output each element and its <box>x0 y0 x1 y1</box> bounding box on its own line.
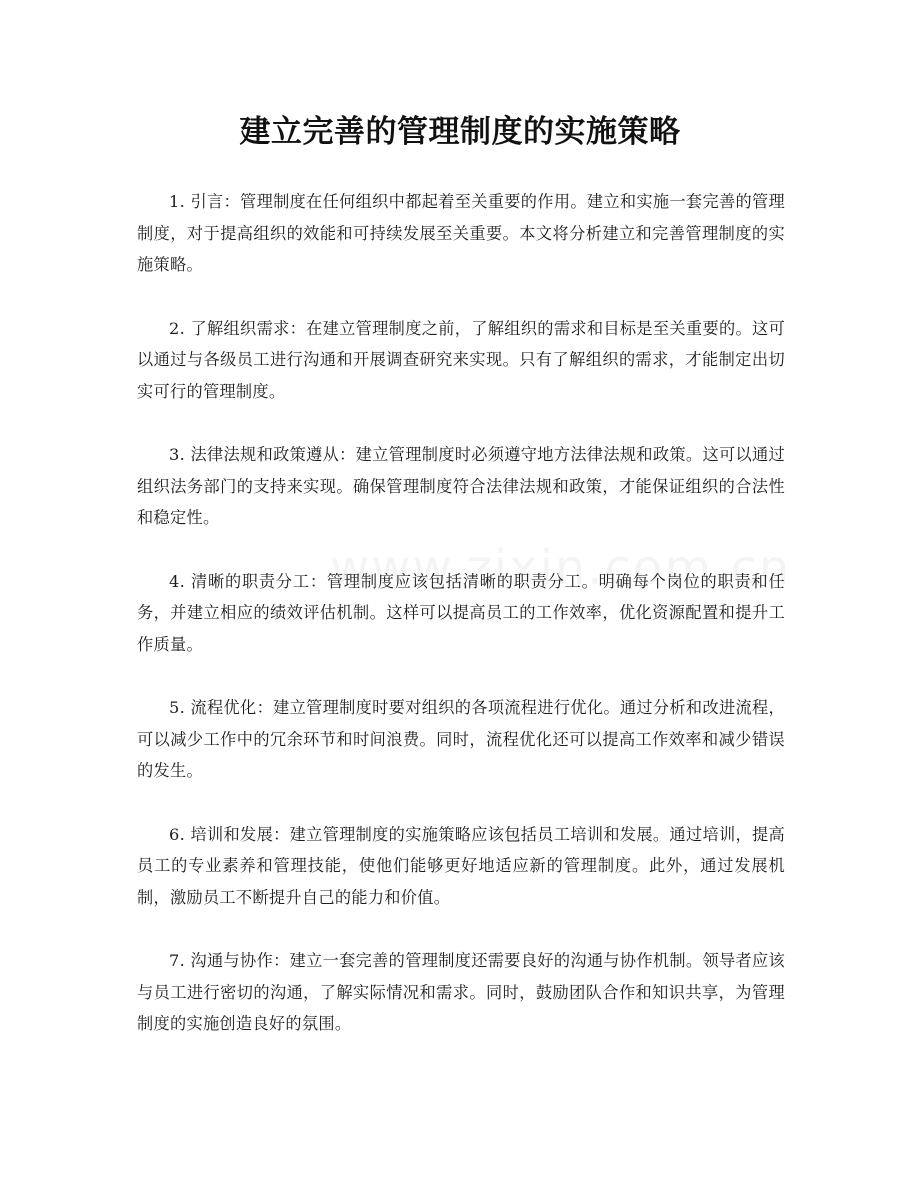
paragraph-introduction: 1. 引言：管理制度在任何组织中都起着至关重要的作用。建立和实施一套完善的管理制度，对于提高组织的效能和可持续发展至关重要。本文将分析建立和完善管理制度的实施策略。 <box>137 192 785 274</box>
paragraph-responsibilities: 4. 清晰的职责分工：管理制度应该包括清晰的职责分工。明确每个岗位的职责和任务，并建立相应的绩效评估机制。这样可以提高员工的工作效率，优化资源配置和提升工作质量。 <box>137 571 785 654</box>
paragraph-training: 6. 培训和发展：建立管理制度的实施策略应该包括员工培训和发展。通过培训，提高员工的专业素养和管理技能，使他们能够更好地适应新的管理制度。此外，通过发展机制，激励员工不断提升自己的能力和价值。 <box>137 824 785 907</box>
document-title: 建立完善的管理制度的实施策略 <box>239 114 681 150</box>
paragraph-process-optimization: 5. 流程优化：建立管理制度时要对组织的各项流程进行优化。通过分析和改进流程，可以减少工作中的冗余环节和时间浪费。同时，流程优化还可以提高工作效率和减少错误的发生。 <box>137 698 785 780</box>
paragraph-organization-needs: 2. 了解组织需求：在建立管理制度之前，了解组织的需求和目标是至关重要的。这可以通过与各级员工进行沟通和开展调查研究来实现。只有了解组织的需求，才能制定出切实可行的管理制度。 <box>137 318 785 401</box>
paragraph-communication: 7. 沟通与协作：建立一套完善的管理制度还需要良好的沟通与协作机制。领导者应该与员工进行密切的沟通，了解实际情况和需求。同时，鼓励团队合作和知识共享，为管理制度的实施创造良好的氛围。 <box>137 951 785 1033</box>
paragraph-legal-compliance: 3. 法律法规和政策遵从：建立管理制度时必须遵守地方法律法规和政策。这可以通过组织法务部门的支持来实现。确保管理制度符合法律法规和政策，才能保证组织的合法性和稳定性。 <box>137 445 785 527</box>
document-body <box>137 186 785 1072</box>
